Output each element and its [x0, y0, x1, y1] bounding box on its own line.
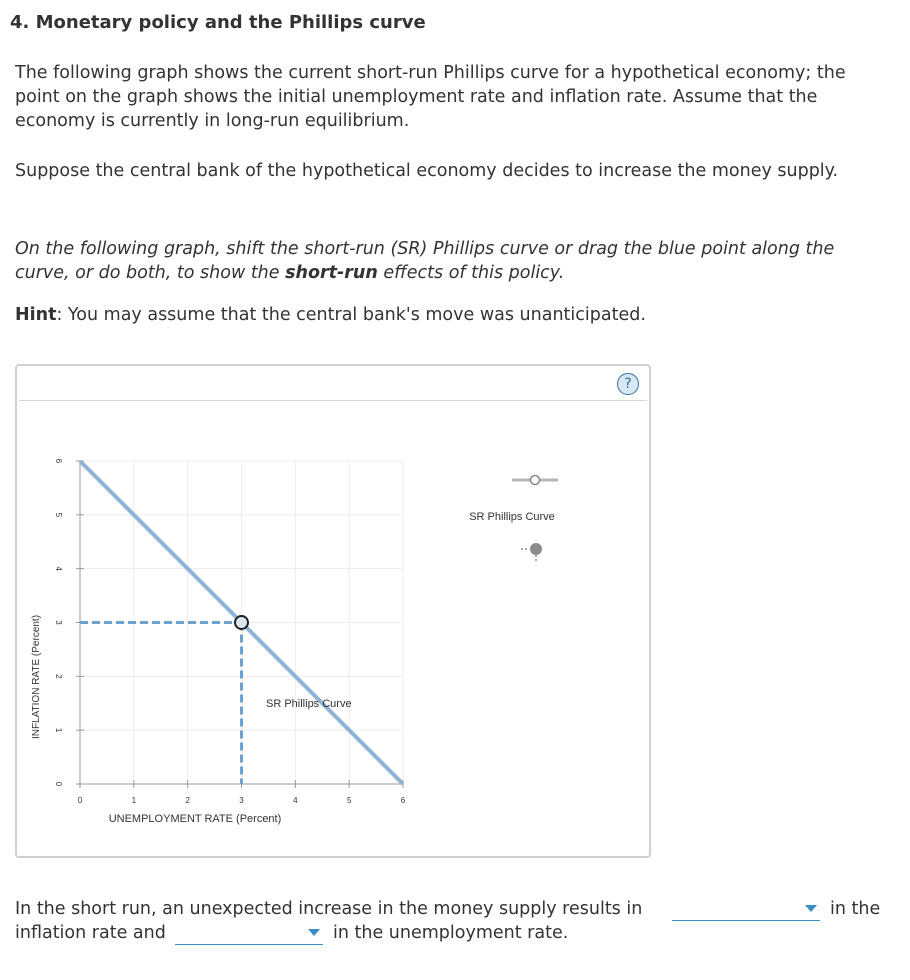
y-tick-label: 3 — [53, 620, 63, 625]
curve-tool-label: SR Phillips Curve — [469, 511, 555, 523]
x-tick-label: 2 — [185, 796, 190, 805]
equilibrium-point[interactable] — [235, 616, 248, 629]
y-axis-label: INFLATION RATE (Percent) — [31, 614, 42, 740]
intro-line-3: economy is currently in long-run equilibrium. — [15, 111, 410, 131]
instruction-part-c: effects of this policy. — [377, 263, 565, 283]
point-tool[interactable] — [521, 544, 542, 562]
answer-line-2-end: in the unemployment rate. — [333, 923, 569, 943]
y-tick-label: 1 — [53, 727, 63, 733]
y-tick-label: 4 — [53, 566, 63, 571]
x-tick-label: 1 — [131, 796, 137, 805]
answer-line-2-text: inflation rate and — [15, 923, 166, 943]
hint-label: Hint — [15, 305, 57, 325]
instruction-emphasis: short-run — [285, 263, 378, 283]
y-tick-label: 0 — [53, 781, 63, 787]
scenario-text: Suppose the central bank of the hypothetical economy decides to increase the money supply. — [15, 161, 839, 181]
chevron-down-icon — [308, 929, 320, 936]
answer-line-1-end: in the — [830, 899, 881, 919]
y-tick-label: 6 — [53, 458, 63, 464]
curve-label: SR Phillips Curve — [266, 698, 352, 710]
y-tick-label: 2 — [53, 674, 63, 679]
curve-tool-point-icon[interactable] — [531, 476, 540, 485]
point-tool-icon[interactable] — [531, 544, 542, 555]
answer-line-1-text: In the short run, an unexpected increase in the money supply results in — [15, 899, 643, 919]
x-tick-label: 0 — [77, 796, 83, 805]
dropdown-unemployment-effect[interactable] — [175, 922, 323, 945]
curve-tool[interactable] — [512, 476, 558, 485]
x-tick-label: 5 — [346, 796, 352, 805]
x-tick-label: 4 — [293, 796, 298, 805]
x-tick-label: 6 — [400, 796, 406, 805]
dropdown-inflation-effect[interactable] — [672, 898, 820, 921]
intro-line-2: point on the graph shows the initial unemployment rate and inflation rate. Assume that the — [15, 87, 818, 107]
x-tick-label: 3 — [239, 796, 244, 805]
hint-body: : You may assume that the central bank's move was unanticipated. — [56, 305, 646, 325]
instruction-part-a: curve, or do both, to show the — [15, 263, 286, 283]
intro-line-1: The following graph shows the current short-run Phillips curve for a hypothetical economy; the — [15, 63, 846, 83]
help-icon[interactable]: ? — [617, 373, 639, 395]
question-title: 4. Monetary policy and the Phillips curve — [10, 12, 426, 33]
x-axis-label: UNEMPLOYMENT RATE (Percent) — [108, 813, 282, 825]
instruction-line-1: On the following graph, shift the short-run (SR) Phillips curve or drag the blue point along the — [15, 239, 835, 259]
chevron-down-icon — [805, 905, 817, 912]
y-tick-label: 5 — [53, 512, 63, 518]
